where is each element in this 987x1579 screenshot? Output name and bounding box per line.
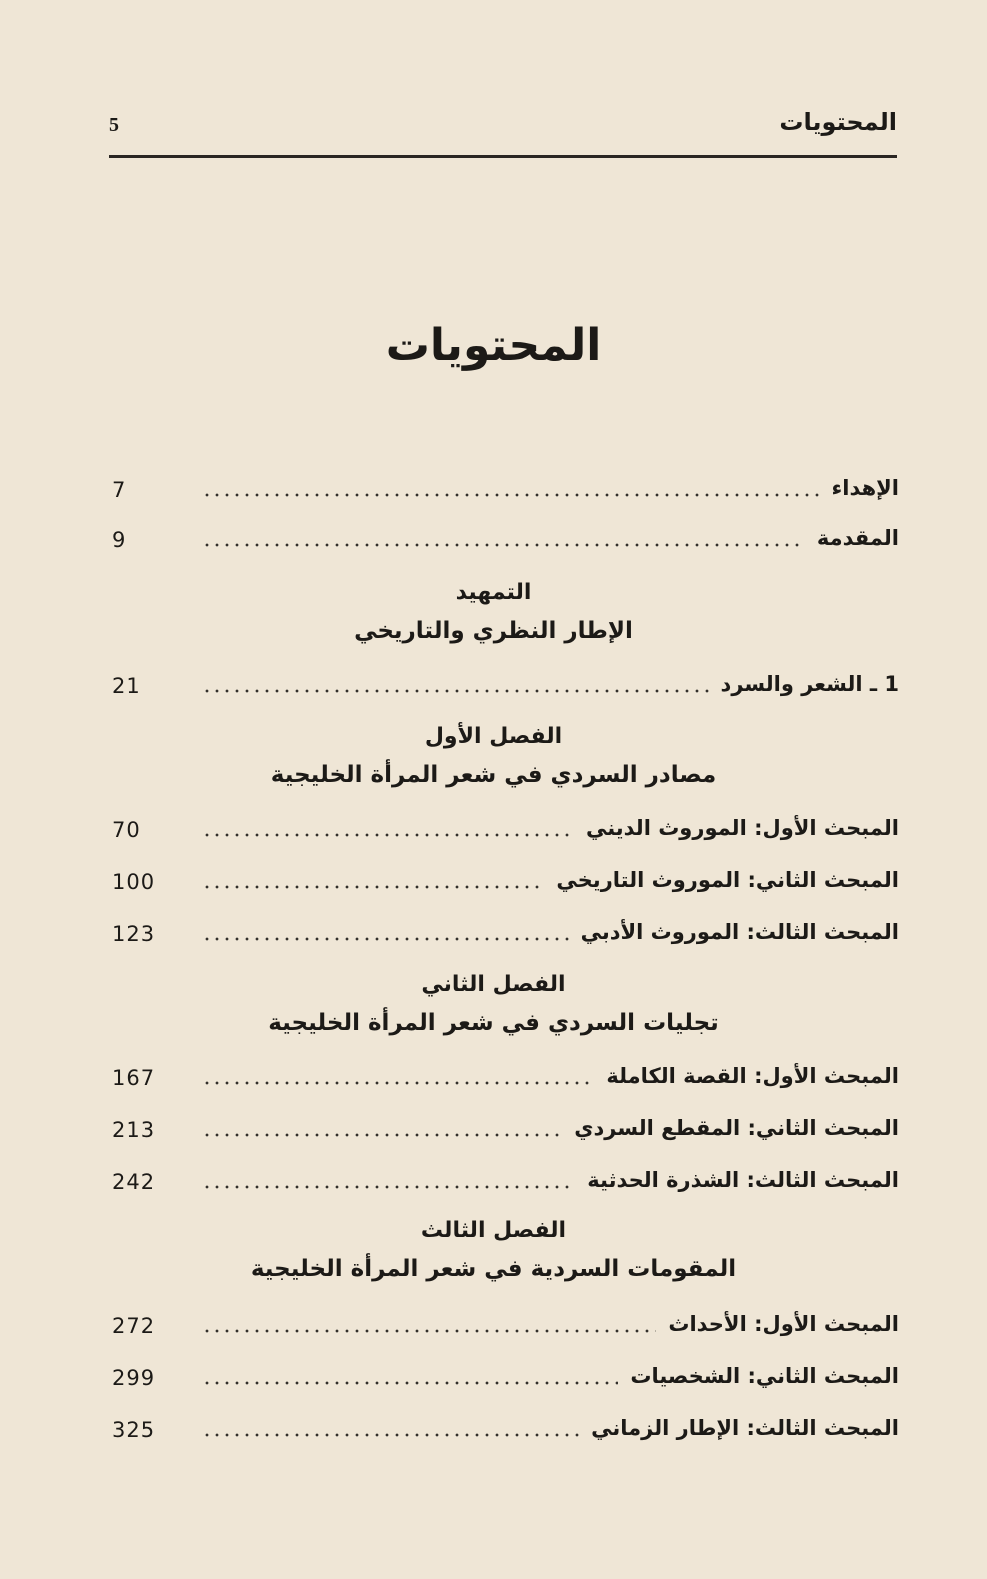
toc-entry-title: المبحث الثالث: الإطار الزماني (591, 1416, 899, 1440)
chapter-heading: الفصل الأول (424, 724, 563, 749)
dot-leader (202, 833, 574, 837)
dot-leader (202, 1133, 562, 1137)
toc-entry-title: الإهداء (831, 476, 899, 500)
dot-leader (202, 1185, 575, 1189)
dot-leader (202, 885, 544, 889)
page-title: المحتويات (385, 320, 602, 371)
toc-entry-page: 213 (112, 1118, 156, 1142)
dot-leader (202, 543, 805, 547)
chapter-heading: الفصل الثالث (420, 1218, 567, 1243)
toc-entry (112, 672, 899, 706)
chapter-subheading: المقومات السردية في شعر المرأة الخليجية (250, 1256, 737, 1282)
toc-entry (112, 1064, 899, 1098)
toc-entry (112, 1364, 899, 1398)
toc-entry-page: 325 (112, 1418, 156, 1442)
chapter-subheading: مصادر السردي في شعر المرأة الخليجية (270, 762, 717, 788)
running-header (109, 108, 897, 148)
toc-entry-title: المبحث الثالث: الشذرة الحدثية (587, 1168, 899, 1192)
section-subheading: الإطار النظري والتاريخي (354, 618, 633, 644)
dot-leader (202, 1381, 618, 1385)
toc-entry (112, 1168, 899, 1202)
toc-entry-title: المبحث الثاني: المقطع السردي (574, 1116, 899, 1140)
toc-entry (112, 920, 899, 954)
toc-entry-title: المبحث الأول: القصة الكاملة (606, 1064, 899, 1088)
toc-entry (112, 868, 899, 902)
dot-leader (202, 1081, 594, 1085)
chapter-subheading: تجليات السردي في شعر المرأة الخليجية (268, 1010, 719, 1036)
toc-entry-title: المبحث الأول: الموروث الديني (585, 816, 899, 840)
toc-entry (112, 1416, 899, 1450)
toc-entry-page: 7 (112, 478, 127, 502)
dot-leader (202, 1433, 579, 1437)
toc-entry-page: 299 (112, 1366, 156, 1390)
section-heading: التمهيد (455, 580, 532, 605)
header-rule (109, 155, 897, 158)
dot-leader (202, 493, 820, 497)
toc-entry-page: 167 (112, 1066, 156, 1090)
toc-entry-page: 272 (112, 1314, 156, 1338)
toc-entry-page: 123 (112, 922, 156, 946)
dot-leader (202, 689, 709, 693)
toc-entry-page: 70 (112, 818, 141, 842)
running-title: المحتويات (779, 108, 897, 136)
toc-entry-title: المبحث الأول: الأحداث (668, 1312, 899, 1336)
chapter-heading: الفصل الثاني (421, 972, 566, 997)
toc-entry-page: 21 (112, 674, 141, 698)
toc-entry-title: 1 ـ الشعر والسرد (720, 672, 899, 696)
toc-entry-title: المبحث الثاني: الشخصيات (630, 1364, 899, 1388)
toc-entry (112, 1312, 899, 1346)
toc-entry (112, 816, 899, 850)
toc-entry-dedication (112, 476, 899, 510)
dot-leader (202, 1329, 656, 1333)
toc-entry-page: 100 (112, 870, 156, 894)
toc-entry (112, 1116, 899, 1150)
toc-entry-title: المبحث الثاني: الموروث التاريخي (556, 868, 899, 892)
toc-entry-page: 242 (112, 1170, 156, 1194)
toc-entry-page: 9 (112, 528, 127, 552)
toc-entry-title: المبحث الثالث: الموروث الأدبي (580, 920, 899, 944)
toc-entry-title: المقدمة (816, 526, 899, 550)
toc-entry-introduction (112, 526, 899, 560)
page-number: 5 (109, 114, 119, 136)
dot-leader (202, 937, 569, 941)
